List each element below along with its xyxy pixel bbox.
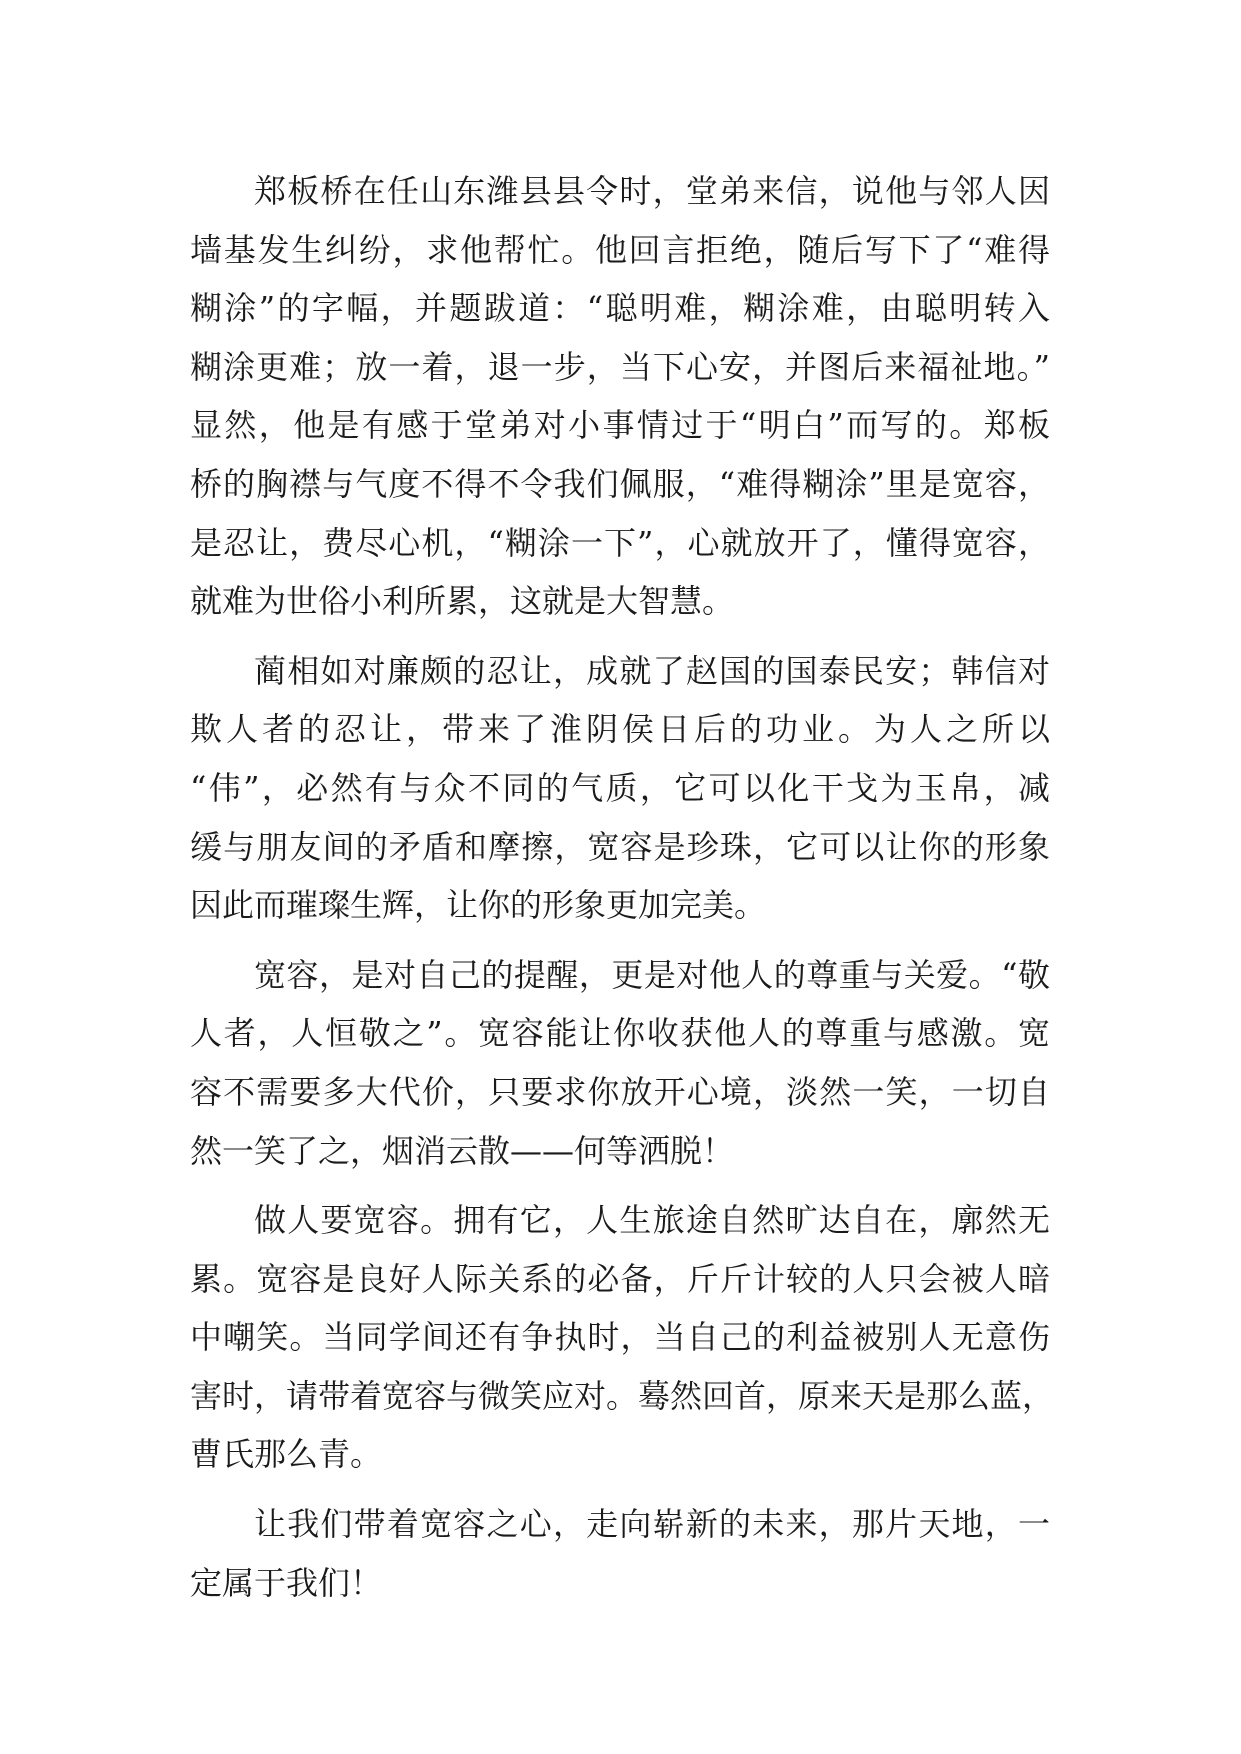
- paragraph-line: 累。宽容是良好人际关系的必备，斤斤计较的人只会被人暗: [190, 1259, 1050, 1298]
- paragraph-line: 郑板桥在任山东潍县县令时，堂弟来信，说他与邻人因: [254, 172, 1050, 210]
- paragraph-line: 让我们带着宽容之心，走向崭新的未来，那片天地，一: [254, 1505, 1050, 1544]
- paragraph-line: 害时，请带着宽容与微笑应对。蓦然回首，原来天是那么蓝，: [190, 1376, 1055, 1415]
- paragraph-5: [190, 1495, 1050, 1612]
- paragraph-line: 欺人者的忍让，带来了淮阴侯日后的功业。为人之所以: [190, 710, 1050, 749]
- paragraph-line: 糊涂更难；放一着，退一步，当下心安，并图后来福祉地。”: [190, 347, 1050, 386]
- paragraph-line: 墙基发生纠纷，求他帮忙。他回言拒绝，随后写下了“难得: [190, 230, 1050, 269]
- paragraph-line: 是忍让，费尽心机，“糊涂一下”，心就放开了，懂得宽容，: [190, 523, 1050, 562]
- paragraph-1: [190, 162, 1050, 631]
- paragraph-line: 人者，人恒敬之”。宽容能让你收获他人的尊重与感激。宽: [190, 1014, 1050, 1053]
- paragraph-line: “伟”，必然有与众不同的气质，它可以化干戈为玉帛，减: [190, 768, 1050, 807]
- paragraph-2: [190, 642, 1050, 935]
- paragraph-line: 缓与朋友间的矛盾和摩擦，宽容是珍珠，它可以让你的形象: [190, 827, 1050, 866]
- paragraph-spacer: [190, 631, 1050, 642]
- paragraph-4: [190, 1191, 1055, 1484]
- paragraph-line: 显然，他是有感于堂弟对小事情过于“明白”而写的。郑板: [190, 406, 1050, 445]
- paragraph-line: 中嘲笑。当同学间还有争执时，当自己的利益被别人无意伤: [190, 1318, 1050, 1357]
- essay-body: [190, 162, 1055, 1612]
- paragraph-3: [190, 946, 1050, 1180]
- paragraph-line: 蔺相如对廉颇的忍让，成就了赵国的国泰民安；韩信对: [254, 651, 1050, 690]
- paragraph-line: 桥的胸襟与气度不得不令我们佩服，“难得糊涂”里是宽容，: [190, 464, 1050, 503]
- paragraph-line: 因此而璀璨生辉，让你的形象更加完美。: [190, 886, 767, 925]
- paragraph-line: 糊涂”的字幅，并题跋道：“聪明难，糊涂难，由聪明转入: [190, 289, 1050, 328]
- paragraph-spacer: [190, 1484, 1050, 1495]
- paragraph-spacer: [190, 1180, 1050, 1191]
- paragraph-line: 容不需要多大代价，只要求你放开心境，淡然一笑，一切自: [190, 1072, 1050, 1111]
- paragraph-spacer: [190, 935, 1050, 946]
- paragraph-line: 宽容，是对自己的提醒，更是对他人的尊重与关爱。“敬: [254, 955, 1050, 994]
- paragraph-line: 然一笑了之，烟消云散——何等洒脱！: [190, 1131, 735, 1170]
- paragraph-line: 做人要宽容。拥有它，人生旅途自然旷达自在，廓然无: [254, 1201, 1050, 1240]
- paragraph-line: 曹氏那么青。: [190, 1435, 383, 1474]
- paragraph-line: 就难为世俗小利所累，这就是大智慧。: [190, 582, 735, 621]
- paragraph-line: 定属于我们！: [190, 1563, 383, 1602]
